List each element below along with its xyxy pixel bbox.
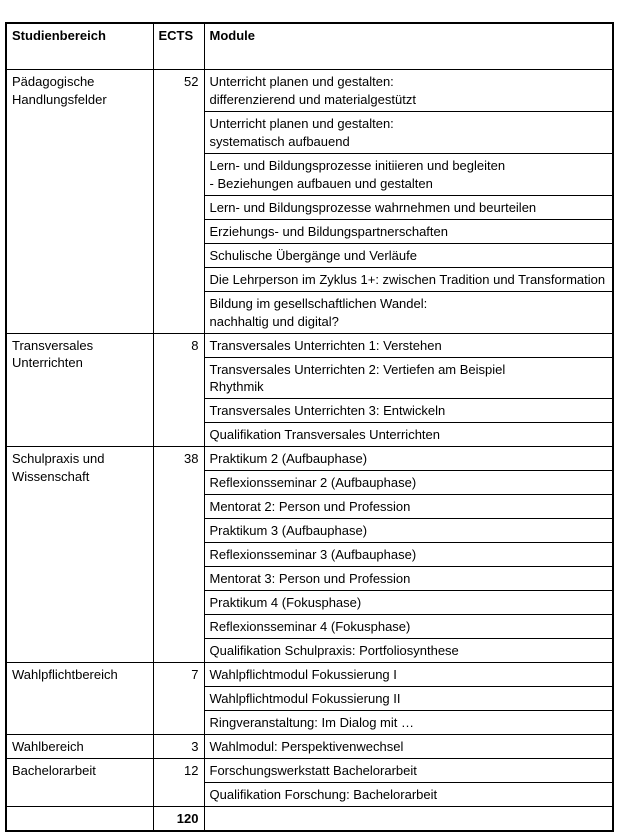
module-cell bbox=[204, 447, 613, 471]
module-cell bbox=[204, 615, 613, 639]
module-line: Wahlpflichtmodul Fokussierung I bbox=[209, 667, 397, 683]
module-line: Bildung im gesellschaftlichen Wandel: bbox=[209, 295, 428, 311]
module-cell bbox=[204, 153, 613, 195]
module-cell bbox=[204, 735, 613, 759]
module-cell bbox=[204, 471, 613, 495]
module-cell bbox=[204, 639, 613, 663]
section-ects: 38 bbox=[153, 447, 204, 663]
module-cell bbox=[204, 357, 613, 399]
module-line: Lern- und Bildungsprozesse wahrnehmen und beurteilen bbox=[209, 199, 537, 215]
module-line: Mentorat 3: Person und Profession bbox=[209, 571, 411, 587]
module-cell bbox=[204, 495, 613, 519]
module-line: Rhythmik bbox=[209, 379, 264, 395]
module-line: Unterricht planen und gestalten: bbox=[209, 74, 394, 89]
module-cell bbox=[204, 591, 613, 615]
module-cell bbox=[204, 759, 613, 783]
module-cell bbox=[204, 663, 613, 687]
section-name-wahlbereich: Wahlbereich bbox=[6, 735, 153, 759]
total-ects: 120 bbox=[153, 807, 204, 831]
module-line: nachhaltig und digital? bbox=[209, 313, 339, 329]
section-ects: 12 bbox=[153, 759, 204, 807]
table-row bbox=[6, 759, 613, 783]
module-cell bbox=[204, 519, 613, 543]
module-line: Qualifikation Transversales Unterrichten bbox=[209, 427, 440, 443]
total-row bbox=[6, 807, 613, 831]
section-name-transversales-unterrichten: Transversales Unterrichten bbox=[6, 333, 153, 447]
module-line: Qualifikation Schulpraxis: Portfoliosynthese bbox=[209, 643, 459, 659]
module-cell bbox=[204, 783, 613, 807]
module-line: Die Lehrperson im Zyklus 1+: zwischen Tradition und Transformation bbox=[209, 271, 606, 287]
section-name-paedagogische-handlungsfelder: Pädagogische Handlungsfelder bbox=[6, 70, 153, 334]
module-cell bbox=[204, 423, 613, 447]
module-line: Transversales Unterrichten 1: Verstehen bbox=[209, 337, 442, 353]
module-line: systematisch aufbauend bbox=[209, 133, 350, 149]
module-cell bbox=[204, 333, 613, 357]
module-line: Wahlpflichtmodul Fokussierung II bbox=[209, 691, 401, 707]
table-row bbox=[6, 735, 613, 759]
module-line: - Beziehungen aufbauen und gestalten bbox=[209, 175, 433, 191]
module-cell bbox=[204, 543, 613, 567]
module-cell bbox=[204, 195, 613, 219]
module-line: Unterricht planen und gestalten: bbox=[209, 115, 394, 131]
module-line: Schulische Übergänge und Verläufe bbox=[209, 247, 417, 263]
module-line: Forschungswerkstatt Bachelorarbeit bbox=[209, 763, 417, 779]
module-cell bbox=[204, 219, 613, 243]
module-cell bbox=[204, 243, 613, 267]
module-line: Transversales Unterrichten 3: Entwickeln bbox=[209, 403, 446, 419]
header-row bbox=[6, 23, 613, 70]
module-line: Reflexionsseminar 2 (Aufbauphase) bbox=[209, 475, 417, 491]
module-line: Praktikum 2 (Aufbauphase) bbox=[209, 451, 368, 467]
section-name-wahlpflichtbereich: Wahlpflichtbereich bbox=[6, 663, 153, 735]
module-cell bbox=[204, 291, 613, 333]
module-line: Lern- und Bildungsprozesse initiieren und begleiten bbox=[209, 157, 506, 173]
module-line: Qualifikation Forschung: Bachelorarbeit bbox=[209, 787, 438, 803]
module-line: Praktikum 4 (Fokusphase) bbox=[209, 595, 362, 611]
section-name-schulpraxis-und-wissenschaft: Schulpraxis und Wissenschaft bbox=[6, 447, 153, 663]
module-cell bbox=[204, 111, 613, 153]
section-ects: 8 bbox=[153, 333, 204, 447]
section-ects: 3 bbox=[153, 735, 204, 759]
section-ects: 52 bbox=[153, 70, 204, 334]
curriculum-table bbox=[5, 22, 614, 832]
module-cell bbox=[204, 711, 613, 735]
module-line: Wahlmodul: Perspektivenwechsel bbox=[209, 739, 404, 755]
total-row-empty-module bbox=[204, 807, 613, 831]
module-cell bbox=[204, 567, 613, 591]
module-line: differenzierend und materialgestützt bbox=[209, 91, 416, 107]
module-line: Erziehungs- und Bildungspartnerschaften bbox=[209, 223, 448, 239]
section-name-bachelorarbeit: Bachelorarbeit bbox=[6, 759, 153, 807]
col-header-ects: ECTS bbox=[153, 23, 204, 70]
module-line: Reflexionsseminar 3 (Aufbauphase) bbox=[209, 547, 417, 563]
module-line: Transversales Unterrichten 2: Vertiefen am Beispiel bbox=[209, 361, 506, 377]
module-cell bbox=[204, 399, 613, 423]
total-row-empty-area bbox=[6, 807, 153, 831]
table-row bbox=[6, 70, 613, 112]
section-ects: 7 bbox=[153, 663, 204, 735]
table-row bbox=[6, 663, 613, 687]
module-line: Praktikum 3 (Aufbauphase) bbox=[209, 523, 368, 539]
module-line: Reflexionsseminar 4 (Fokusphase) bbox=[209, 619, 411, 635]
module-line: Mentorat 2: Person und Profession bbox=[209, 499, 411, 515]
module-cell bbox=[204, 70, 613, 112]
module-cell bbox=[204, 267, 613, 291]
col-header-studienbereich: Studienbereich bbox=[6, 23, 153, 70]
module-cell bbox=[204, 687, 613, 711]
table-row bbox=[6, 333, 613, 357]
col-header-module: Module bbox=[204, 23, 613, 70]
table-row bbox=[6, 447, 613, 471]
module-line: Ringveranstaltung: Im Dialog mit … bbox=[209, 715, 414, 731]
